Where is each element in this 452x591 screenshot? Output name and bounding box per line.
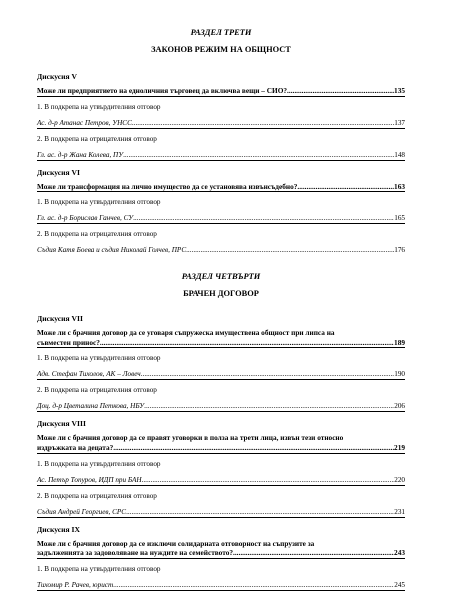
divider	[37, 128, 405, 129]
question-text: задълженията за задоволяване на нуждите на семейството?	[37, 548, 234, 558]
section-subtitle: ЗАКОНОВ РЕЖИМ НА ОБЩНОСТ	[151, 45, 291, 54]
option-text: 2. В подкрепа на отрицателния отговор	[37, 386, 157, 395]
toc-page	[37, 28, 405, 591]
leader-dots	[144, 402, 394, 411]
leader-dots	[100, 338, 394, 348]
section-subtitle: БРАЧЕН ДОГОВОР	[183, 289, 259, 299]
question-text: съвместен принос?	[37, 337, 100, 347]
question-page: 243	[394, 548, 405, 558]
leader-dots	[287, 86, 394, 96]
question-line-1: Може ли с брачния договор да се правят уговорки в полза на трети лица, извън тези относно	[37, 433, 344, 443]
author-page: 220	[394, 475, 405, 484]
author-name: Съдия Катя Боева и съдия Николай Голчев, ПРС	[37, 246, 187, 255]
author-name: Гл. ас. д-р Жана Колева, ПУ	[37, 150, 124, 159]
discussion-question	[37, 443, 405, 453]
option-text: 1. В подкрепа на утвърдителния отговор	[37, 564, 161, 573]
discussion-question	[37, 86, 405, 96]
discussion-label: Дискусия VIII	[37, 419, 86, 429]
question-text: Може ли трансформация на лично имущество да се установява извънсъдебно?	[37, 181, 298, 191]
question-line-1: Може ли с брачния договор да се изключи солидарната отговорност на съпрузите за	[37, 538, 315, 548]
author-name: Ас. Петър Топуров, ИДП при БАН	[37, 475, 142, 484]
divider	[37, 379, 405, 380]
question-line-1: Може ли с брачния договор да се уговаря съпружеска имуществена общност при липса на	[37, 328, 335, 338]
divider	[37, 96, 405, 97]
author-page: 190	[394, 370, 405, 379]
author-entry	[37, 119, 405, 128]
author-name: Гл. ас. д-р Борислав Ганчев, СУ	[37, 214, 134, 223]
option-text: 2. В подкрепа на отрицателния отговор	[37, 134, 157, 143]
discussion-label: Дискусия V	[37, 72, 78, 81]
discussion-question	[37, 548, 405, 558]
discussion-label: Дискусия VII	[37, 314, 83, 324]
leader-dots	[186, 246, 394, 255]
question-page: 135	[394, 86, 405, 95]
discussion-label: Дискусия IX	[37, 524, 80, 534]
author-name: Доц. д-р Цветалина Петкова, НБУ	[37, 402, 145, 411]
option-text: 1. В подкрепа на утвърдителния отговор	[37, 102, 161, 111]
divider	[37, 558, 405, 559]
divider	[37, 485, 405, 486]
option-text: 1. В подкрепа на утвърдителния отговор	[37, 459, 161, 468]
question-text: Може ли предприятието на едноличния търговец да включва вещи – СИО?	[37, 86, 288, 95]
section-title: РАЗДЕЛ ЧЕТВЪРТИ	[181, 272, 261, 282]
question-page: 189	[394, 337, 405, 347]
question-text: издръжката на децата?	[37, 442, 114, 452]
author-page: 231	[394, 507, 405, 516]
option-text: 1. В подкрепа на утвърдителния отговор	[37, 198, 161, 207]
divider	[37, 517, 405, 518]
author-name: Ас. д-р Атанас Петров, УНСС	[37, 118, 132, 127]
author-page: 148	[394, 150, 405, 159]
leader-dots	[113, 581, 394, 590]
leader-dots	[233, 548, 394, 558]
option-text: 1. В подкрепа на утвърдителния отговор	[37, 354, 161, 363]
option-text: 2. В подкрепа на отрицателния отговор	[37, 491, 157, 500]
leader-dots	[123, 151, 394, 160]
divider	[37, 223, 405, 224]
discussion-label: Дискусия VI	[37, 167, 80, 177]
divider	[37, 347, 405, 348]
author-entry	[37, 476, 405, 485]
leader-dots	[297, 182, 394, 192]
author-page: 137	[394, 118, 405, 127]
author-entry	[37, 402, 405, 411]
author-name: Адв. Стефан Тихолов, АК – Ловеч	[37, 370, 141, 379]
leader-dots	[142, 476, 395, 485]
author-entry	[37, 370, 405, 379]
author-entry	[37, 214, 405, 223]
question-page: 163	[394, 181, 405, 191]
author-page: 176	[394, 246, 405, 255]
leader-dots	[141, 370, 394, 379]
author-entry	[37, 246, 405, 255]
discussion-question	[37, 182, 405, 192]
leader-dots	[132, 119, 394, 128]
divider	[37, 453, 405, 454]
author-entry	[37, 508, 405, 517]
author-entry	[37, 151, 405, 160]
leader-dots	[113, 443, 394, 453]
discussion-question	[37, 338, 405, 348]
author-name: Съдия Андрей Георгиев, СРС	[37, 507, 127, 516]
question-page: 219	[394, 442, 405, 452]
divider	[37, 160, 405, 161]
divider	[37, 411, 405, 412]
author-entry	[37, 581, 405, 590]
section-title: РАЗДЕЛ ТРЕТИ	[190, 28, 252, 37]
author-page: 245	[394, 580, 405, 589]
option-text: 2. В подкрепа на отрицателния отговор	[37, 230, 157, 239]
author-name: Тихомир Р. Рачев, юрист	[37, 580, 114, 589]
author-page: 165	[394, 214, 405, 223]
leader-dots	[126, 508, 394, 517]
divider	[37, 191, 405, 192]
author-page: 206	[394, 402, 405, 411]
leader-dots	[133, 214, 394, 223]
